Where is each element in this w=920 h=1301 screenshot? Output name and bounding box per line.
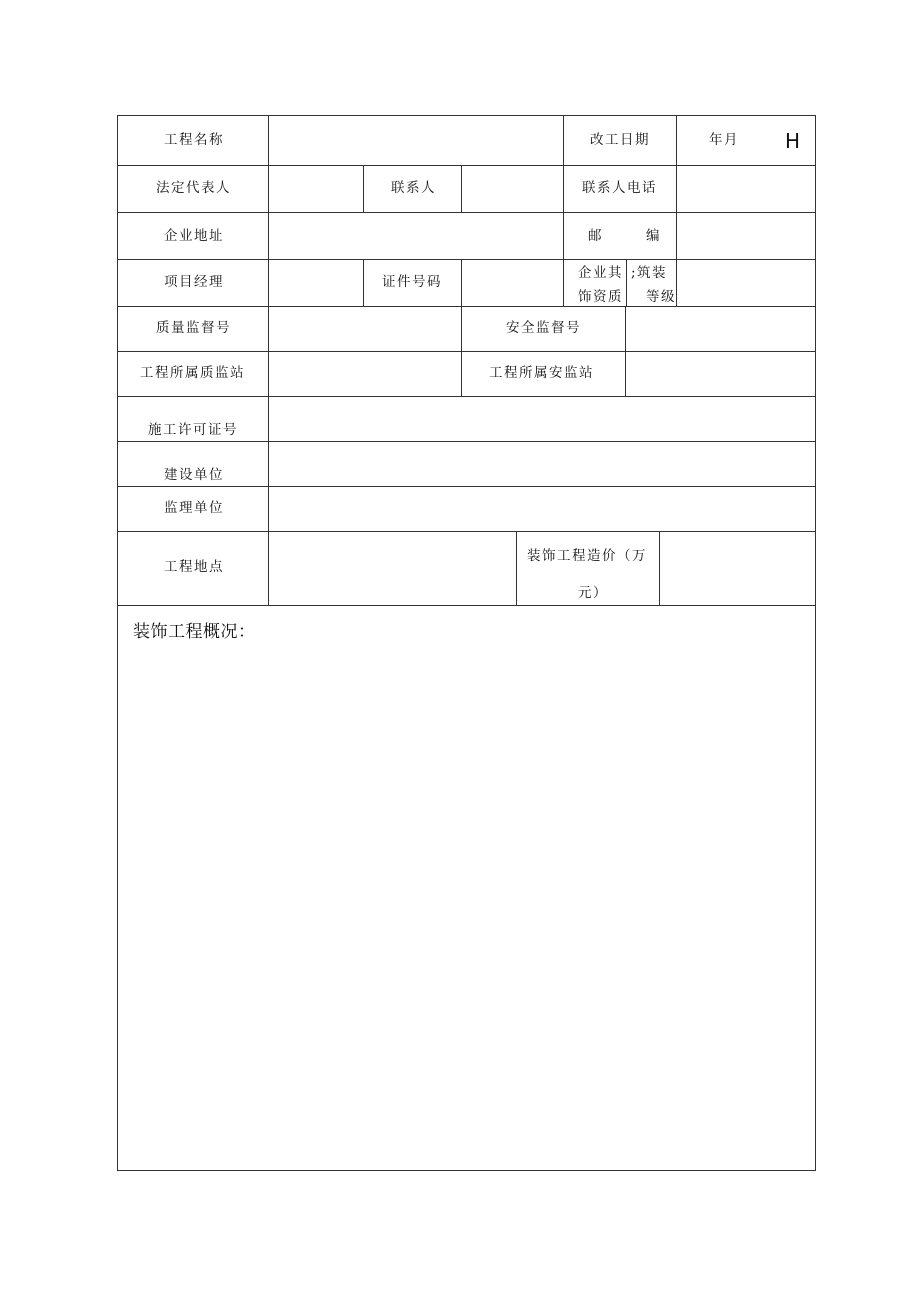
qualification-label-b1: ;筑装: [631, 265, 668, 281]
column-divider: [461, 306, 462, 397]
column-divider: [676, 259, 677, 307]
column-divider: [676, 165, 677, 213]
column-divider: [363, 259, 364, 307]
row-divider: [118, 441, 815, 442]
developer-label: 建设单位: [164, 467, 224, 483]
postcode-label-2: 编: [646, 228, 661, 244]
row-divider: [118, 165, 815, 166]
id-number-label: 证件号码: [382, 274, 442, 290]
row-divider: [118, 605, 815, 606]
column-divider: [625, 306, 626, 397]
column-divider: [268, 116, 269, 606]
project-manager-label: 项目经理: [164, 274, 224, 290]
supervisor-label: 监理单位: [164, 500, 224, 516]
project-name-label: 工程名称: [164, 132, 224, 148]
row-divider: [118, 259, 815, 260]
row-divider: [118, 396, 815, 397]
row-divider: [118, 212, 815, 213]
qualification-label-a2: 饰资质: [578, 289, 623, 305]
column-divider: [626, 259, 627, 307]
column-divider: [563, 212, 564, 260]
contact-phone-label: 联系人电话: [582, 180, 657, 196]
row-divider: [118, 351, 815, 352]
safety-supervision-label: 安全监督号: [506, 320, 581, 336]
safety-station-label: 工程所属安监站: [489, 365, 594, 381]
row-divider: [118, 486, 815, 487]
column-divider: [516, 531, 517, 606]
company-address-label: 企业地址: [164, 228, 224, 244]
registration-form-table: [117, 115, 816, 1171]
legal-rep-label: 法定代表人: [156, 180, 231, 196]
qualification-label-b2: 等级: [646, 289, 676, 305]
cost-label-1: 装饰工程造价（万: [527, 548, 647, 564]
row-divider: [118, 306, 815, 307]
column-divider: [676, 212, 677, 260]
quality-supervision-label: 质量监督号: [156, 320, 231, 336]
project-location-label: 工程地点: [164, 559, 224, 575]
column-divider: [659, 531, 660, 606]
column-divider: [676, 116, 677, 166]
contact-label: 联系人: [391, 180, 436, 196]
cost-label-2: 元）: [578, 585, 608, 601]
column-divider: [461, 165, 462, 213]
column-divider: [563, 165, 564, 213]
quality-station-label: 工程所属质监站: [140, 365, 245, 381]
date-day: H: [785, 129, 801, 153]
postcode-label-1: 邮: [588, 228, 603, 244]
column-divider: [563, 259, 564, 307]
column-divider: [363, 165, 364, 213]
column-divider: [461, 259, 462, 307]
qualification-label-a1: 企业其: [578, 265, 623, 281]
start-date-label: 改工日期: [590, 132, 650, 148]
date-year-month: 年月: [709, 132, 739, 148]
construction-permit-label: 施工许可证号: [148, 422, 238, 438]
overview-label: 装饰工程概况：: [133, 622, 256, 642]
row-divider: [118, 531, 815, 532]
column-divider: [563, 116, 564, 166]
